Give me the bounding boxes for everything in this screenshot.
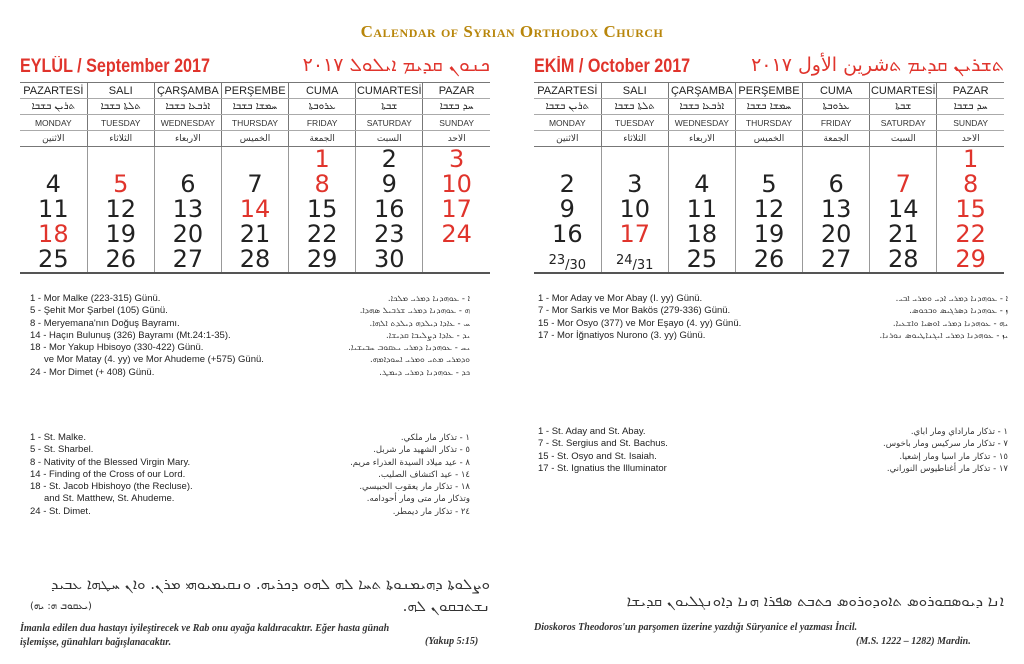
day-header-ar: الجمعة [803, 131, 870, 147]
list-item [30, 330, 470, 342]
feast-text-translation: ܝܕ - ܥܐܕܐ ܕܨܠܝܒܐ ܩܕܝܫܐ. [385, 330, 470, 341]
day-header-en: WEDNESDAY [154, 115, 221, 131]
day-header-en: SATURDAY [870, 115, 937, 131]
day-header-ar: الخميس [221, 131, 288, 147]
feast-text-translation: ܝܚ - ܥܘܗܕܢܐ ܕܡܪܝ ܝܥܩܘܒ ܚܒܝܫܝܐ. [348, 343, 470, 354]
day-cell: 8 [289, 172, 356, 197]
month-title-ar: ܬܫܪܝܢ ܩܕܝܡ ܬشرين الأول ٢٠١٧ [751, 54, 1004, 76]
day-cell: 19 [735, 222, 802, 247]
day-cell: 11 [38, 195, 69, 223]
day-cell: 7 [870, 172, 937, 197]
feast-text-translation: ܐ - ܥܘܗܕܢܐ ܕܡܪܝ ܡܠܟܐ. [387, 294, 470, 304]
october-feasts-tr [538, 293, 1008, 342]
feast-text: 18 - Mor Yakup Hbisoyo (330-422) Günü. [30, 342, 204, 354]
feast-text-translation: ١٤ - عيد اكتشاف الصليب. [378, 469, 470, 480]
october-feasts-en [538, 426, 1008, 475]
month-title-ar: ܟܢܘܢ ܩܕܝܡ ܐܝܠܘܠ ٢٠١٧ [302, 54, 490, 76]
day-header-sy: ܬܪܝܢ ܒܫܒܐ [20, 99, 87, 115]
day-header-en: MONDAY [20, 115, 87, 131]
day-cell [87, 147, 154, 173]
feast-text-translation: ܐ - ܥܘܗܕܢܐ ܕܡܪܝ ܐܕܝ ܘܡܪܝ ܐܒܝ. [895, 294, 1008, 304]
feast-text: 7 - St. Sergius and St. Bachus. [538, 438, 668, 450]
day-cell: 4 [668, 172, 735, 197]
list-item [30, 432, 470, 444]
october-calendar [534, 52, 1004, 274]
day-header-en: FRIDAY [289, 115, 356, 131]
feast-text: 17 - Mor İğnatiyos Nurono (3. yy) Günü. [538, 329, 706, 341]
day-header-sy: ܬܠܬܐ ܒܫܒܐ [601, 99, 668, 115]
feast-text-translation: ١٥ - تذكار مار اسيا ومار إشعيا. [899, 451, 1008, 462]
list-item [538, 463, 1008, 475]
verse-translation: İmanla edilen dua hastayı iyileştirecek ve Rab onu ayağa kaldıracaktır. Eğer hasta günah işlemişse, günahları bağışlanacaktır. [20, 623, 390, 648]
week-row [20, 222, 490, 247]
feast-text: 1 - Mor Malke (223-315) Günü. [30, 293, 161, 304]
day-header-ar: الثلاثاء [601, 131, 668, 147]
day-header-tr: ÇARŞAMBA [668, 83, 735, 99]
feast-text-translation: ܚ - ܥܐܕܐ ܕܝܠܕܗ ܕܝܠܕܬ ܐܠܗܐ. [369, 318, 470, 329]
day-header-tr: PERŞEMBE [735, 83, 802, 99]
syriac-citation: (ܝܥܩܘܒ ܗ: ܝܗ) [30, 601, 92, 612]
day-cell: 14 [870, 197, 937, 222]
manuscript-caption: Dioskoros Theodoros'un parşomen üzerine yazdığı Süryanice el yazması İncil. [534, 622, 858, 633]
day-header-en: SUNDAY [423, 115, 490, 131]
day-header-en: TUESDAY [601, 115, 668, 131]
feast-text: ve Mor Matay (4. yy) ve Mor Ahudeme (+575) Günü. [44, 354, 264, 366]
day-header-tr: CUMARTESİ [356, 84, 422, 97]
day-cell [154, 147, 221, 173]
feast-text: 15 - Mor Osyo (377) ve Mor Eşayo (4. yy) Günü. [538, 317, 742, 329]
day-cell: 21 [221, 222, 288, 247]
feast-text-translation: ١٨ - تذكار مار يعقوب الحبيسي. [359, 482, 470, 493]
feast-text-translation: ١ - تذكار ماراداي ومار اباي. [910, 427, 1008, 437]
week-row [534, 172, 1004, 197]
day-cell: 7 [221, 172, 288, 197]
list-item [30, 506, 470, 518]
day-names-en [20, 115, 490, 131]
feast-text-translation: ١٧ - تذكار مار أغناطيوس النوراني. [886, 463, 1008, 474]
day-header-en: SUNDAY [937, 115, 1004, 131]
day-header-ar: الاحد [423, 131, 490, 147]
day-cell: 3 [423, 147, 490, 173]
day-header-sy: ܥܪܘܒܬܐ [803, 99, 870, 115]
list-item [30, 305, 470, 317]
day-header-tr: PAZAR [423, 83, 490, 99]
week-row [20, 247, 490, 273]
feast-text: 24 - St. Dimet. [30, 505, 91, 517]
list-item [30, 318, 470, 330]
list-item [538, 426, 1008, 438]
day-cell: 28 [870, 247, 937, 273]
day-header-ar: الاربعاء [154, 131, 221, 147]
feast-text-translation: ܙ - ܥܘܗܕܢܐ ܕܣܪܓܝܣ ܘܒܟܘܣ. [909, 306, 1008, 317]
day-header-sy: ܐܪܒܥܐ ܒܫܒܐ [668, 99, 735, 115]
day-cell [601, 147, 668, 173]
feast-text: 24 - Mor Dimet (+ 408) Günü. [30, 366, 155, 378]
day-cell: 21 [870, 222, 937, 247]
week-row [20, 197, 490, 222]
list-item [30, 342, 470, 354]
verse-reference: (Yakup 5:15) [425, 636, 479, 647]
day-header-tr: CUMA [289, 83, 356, 99]
day-cell [534, 147, 601, 173]
day-cell: 5 [87, 172, 154, 197]
day-header-ar: الخميس [735, 131, 802, 147]
feast-text-translation: ٨ - عيد ميلاد السيدة العذراء مريم. [350, 457, 470, 468]
day-cell: $^{23}$/30 [534, 247, 601, 273]
day-names-ar [534, 131, 1004, 147]
day-cell [423, 247, 490, 273]
day-cell: 17 [423, 197, 490, 222]
day-cell: 26 [87, 247, 154, 273]
feast-text-translation: ܘܕܡܪܝ ܡܬܝ ܘܡܪܝ ܐܚܘܕܐܡܗ. [370, 355, 470, 366]
day-header-sy: ܫܒܬܐ [870, 99, 937, 115]
day-cell: 19 [87, 222, 154, 247]
september-calendar [20, 52, 490, 274]
feast-text-translation: ܗ - ܥܘܗܕܢܐ ܕܡܪܝ ܫܪܒܝܠ ܣܗܕܐ. [359, 306, 470, 317]
day-cell: 13 [803, 197, 870, 222]
day-cell: 1 [937, 147, 1004, 173]
list-item [538, 451, 1008, 463]
day-header-ar: السبت [356, 131, 423, 147]
day-cell: 8 [937, 172, 1004, 197]
day-cell [803, 147, 870, 173]
day-names-tr [534, 83, 1004, 99]
day-header-tr: PAZARTESİ [534, 83, 601, 99]
list-item [30, 457, 470, 469]
day-header-en: MONDAY [534, 115, 601, 131]
feast-text-translation: ٢٤ - تذكار مار ديمطر. [392, 506, 470, 517]
week-row [534, 197, 1004, 222]
list-item [538, 330, 1008, 342]
feast-text-translation: ܝܗ - ܥܘܗܕܢܐ ܕܡܪܝ ܐܘܣܝܐ ܘܐܫܥܝܐ. [892, 318, 1008, 329]
feast-text: 14 - Finding of the Cross of our Lord. [30, 468, 186, 480]
feast-text-translation: وتذكار مار متى ومار أحودامه. [366, 494, 470, 505]
day-cell: 12 [735, 197, 802, 222]
list-item [30, 293, 470, 305]
day-cell: $^{24}$/31 [601, 247, 668, 273]
day-cell: 6 [803, 172, 870, 197]
day-cell: 2 [559, 170, 575, 198]
syriac-verse-line2: ܢܫܬܒܩܘܢ ܠܗ. [402, 597, 490, 615]
feast-text: 1 - Mor Aday ve Mor Abay (I. yy) Günü. [538, 293, 703, 304]
day-header-tr: PERŞEMBE [221, 83, 288, 99]
month-header [534, 52, 1004, 82]
day-cell: 16 [356, 197, 423, 222]
feast-text-translation: ٥ - تذكار الشهيد مار شربل. [373, 445, 470, 456]
day-header-en: THURSDAY [735, 115, 802, 131]
day-header-tr: ÇARŞAMBA [154, 83, 221, 99]
day-cell: 15 [289, 197, 356, 222]
calendar-grid [20, 82, 490, 274]
feast-text: 8 - Meryemana'nın Doğuş Bayramı. [30, 317, 180, 329]
day-cell: 20 [803, 222, 870, 247]
day-cell: 23 [356, 222, 423, 247]
manuscript-reference: (M.S. 1222 – 1282) Mardin. [856, 636, 971, 647]
day-header-tr: SALI [87, 83, 154, 99]
day-header-en: THURSDAY [221, 115, 288, 131]
feast-text: 15 - St. Osyo and St. Isaiah. [538, 450, 657, 462]
day-header-tr: CUMA [803, 83, 870, 99]
day-cell: 10 [601, 197, 668, 222]
day-header-sy: ܬܪܝܢ ܒܫܒܐ [534, 99, 601, 115]
day-header-tr: SALI [601, 83, 668, 99]
day-header-tr: CUMARTESİ [870, 84, 936, 97]
month-title-en: EKİM / October 2017 [534, 56, 691, 77]
feast-text: 5 - Şehit Mor Şarbel (105) Günü. [30, 305, 168, 317]
weeks [20, 147, 490, 274]
day-header-sy: ܫܒܬܐ [356, 99, 423, 115]
day-cell: 11 [668, 197, 735, 222]
day-cell: 27 [154, 247, 221, 273]
list-item [538, 293, 1008, 305]
day-cell: 18 [38, 220, 69, 248]
day-cell: 28 [221, 247, 288, 273]
day-cell: 13 [154, 197, 221, 222]
day-cell: 29 [937, 247, 1004, 273]
list-item [538, 438, 1008, 450]
list-item [538, 305, 1008, 317]
day-header-sy: ܚܡܫܐ ܒܫܒܐ [735, 99, 802, 115]
day-header-sy: ܬܠܬܐ ܒܫܒܐ [87, 99, 154, 115]
day-cell: 20 [154, 222, 221, 247]
month-title-en: EYLÜL / September 2017 [20, 56, 211, 77]
day-cell [221, 147, 288, 173]
day-cell: 22 [937, 222, 1004, 247]
day-names-ar [20, 131, 490, 147]
list-item [30, 444, 470, 456]
feast-text: 18 - St. Jacob Hbishoyo (the Recluse). [30, 481, 193, 493]
day-names-sy [20, 99, 490, 115]
day-cell: 27 [803, 247, 870, 273]
day-cell: 3 [601, 172, 668, 197]
day-header-ar: الجمعة [289, 131, 356, 147]
week-row [20, 147, 490, 173]
month-header [20, 52, 490, 82]
feast-text: 1 - St. Malke. [30, 432, 86, 443]
day-cell: 24 [423, 222, 490, 247]
list-item [30, 367, 470, 379]
day-header-tr: PAZARTESİ [20, 83, 87, 99]
day-cell: 1 [289, 147, 356, 173]
day-cell: 17 [601, 222, 668, 247]
day-header-sy: ܥܪܘܒܬܐ [289, 99, 356, 115]
week-row [20, 172, 490, 197]
day-cell: 4 [45, 170, 61, 198]
day-cell: 26 [735, 247, 802, 273]
day-cell: 30 [356, 247, 423, 273]
feast-text-translation: ٧ - تذكار مار سركيس ومار باخوس. [883, 439, 1008, 450]
calendar-grid [534, 82, 1004, 274]
feast-text: 1 - St. Aday and St. Abay. [538, 426, 646, 437]
day-cell: 18 [668, 222, 735, 247]
day-cell: 2 [356, 147, 423, 173]
list-item [30, 481, 470, 493]
day-cell [668, 147, 735, 173]
day-header-en: SATURDAY [356, 115, 423, 131]
day-header-sy: ܐܪܒܥܐ ܒܫܒܐ [154, 99, 221, 115]
day-cell: 22 [289, 222, 356, 247]
day-cell: 10 [423, 172, 490, 197]
feast-text: 7 - Mor Sarkis ve Mor Bakös (279-336) Günü. [538, 305, 731, 317]
weeks [534, 147, 1004, 274]
feast-text: 8 - Nativity of the Blessed Virgin Mary. [30, 456, 191, 468]
list-item [30, 354, 470, 366]
list-item [30, 493, 470, 505]
day-cell: 25 [668, 247, 735, 273]
september-feasts-en [30, 432, 470, 518]
day-cell: 5 [735, 172, 802, 197]
day-header-sy: ܚܡܫܐ ܒܫܒܐ [221, 99, 288, 115]
feast-text: 14 - Haçın Bulunuş (326) Bayramı (Mt.24:1-35). [30, 329, 231, 341]
feast-text-translation: ١ - تذكار مار ملكي. [400, 433, 470, 443]
day-cell: 9 [356, 172, 423, 197]
feast-text-translation: ܟܕ - ܥܘܗܕܢܐ ܕܡܪܝ ܕܝܡܛ. [379, 367, 470, 378]
day-header-ar: الاحد [937, 131, 1004, 147]
page-title: Calendar of Syrian Orthodox Church [360, 22, 664, 41]
day-header-ar: الثلاثاء [87, 131, 154, 147]
day-header-tr: PAZAR [937, 83, 1004, 99]
day-cell: 25 [20, 247, 87, 273]
day-cell: 16 [552, 220, 583, 248]
week-row [534, 147, 1004, 173]
day-header-ar: الاربعاء [668, 131, 735, 147]
day-cell: 9 [559, 195, 575, 223]
day-header-sy: ܚܕ ܒܫܒܐ [423, 99, 490, 115]
feast-text: and St. Matthew, St. Ahudeme. [44, 493, 175, 505]
feast-text: 17 - St. Ignatius the Illuminator [538, 462, 667, 474]
september-feasts-tr [30, 293, 470, 379]
day-cell: 15 [937, 197, 1004, 222]
day-header-sy: ܚܕ ܒܫܒܐ [937, 99, 1004, 115]
day-header-en: TUESDAY [87, 115, 154, 131]
day-cell: 6 [154, 172, 221, 197]
day-cell: 12 [87, 197, 154, 222]
week-row [534, 247, 1004, 273]
list-item [30, 469, 470, 481]
day-cell: 14 [221, 197, 288, 222]
syriac-manuscript-line: ܐܢܐ ܕܝܘܣܩܘܪܘܣ ܬܐܘܕܘܪܘܣ ܟܬܒܬ ܣܦܪܐ ܗܢܐ ܕܐܘܢܓܠܝܘܢ ܩܕܝܫܐ [626, 592, 1004, 610]
day-names-en [534, 115, 1004, 131]
day-names-sy [534, 99, 1004, 115]
day-cell [735, 147, 802, 173]
feast-text-translation: ܝܙ - ܥܘܗܕܢܐ ܕܡܪܝ ܐܝܓܢܐܛܝܘܣ ܢܘܪܢܐ. [879, 330, 1008, 341]
feast-text: 5 - St. Sharbel. [30, 444, 94, 456]
day-header-ar: السبت [870, 131, 937, 147]
day-cell [20, 147, 87, 173]
list-item [538, 318, 1008, 330]
day-cell [870, 147, 937, 173]
day-cell: 29 [289, 247, 356, 273]
day-header-en: FRIDAY [803, 115, 870, 131]
day-header-ar: الاثنين [534, 131, 601, 147]
day-header-en: WEDNESDAY [668, 115, 735, 131]
day-names-tr [20, 83, 490, 99]
day-header-ar: الاثنين [20, 131, 87, 147]
syriac-verse-line1: ܘܨܠܘܬܐ ܕܗܝܡܢܘܬܐ ܬܚܐ ܠܗ ܠܗܘ ܕܟܪܝܗ. ܘܢܩܝܡܝܘܗܝ ܡܪܢ. ܘܐܢ ܚܛܗܐ ܥܒܝܕ [51, 575, 490, 593]
week-row [534, 222, 1004, 247]
